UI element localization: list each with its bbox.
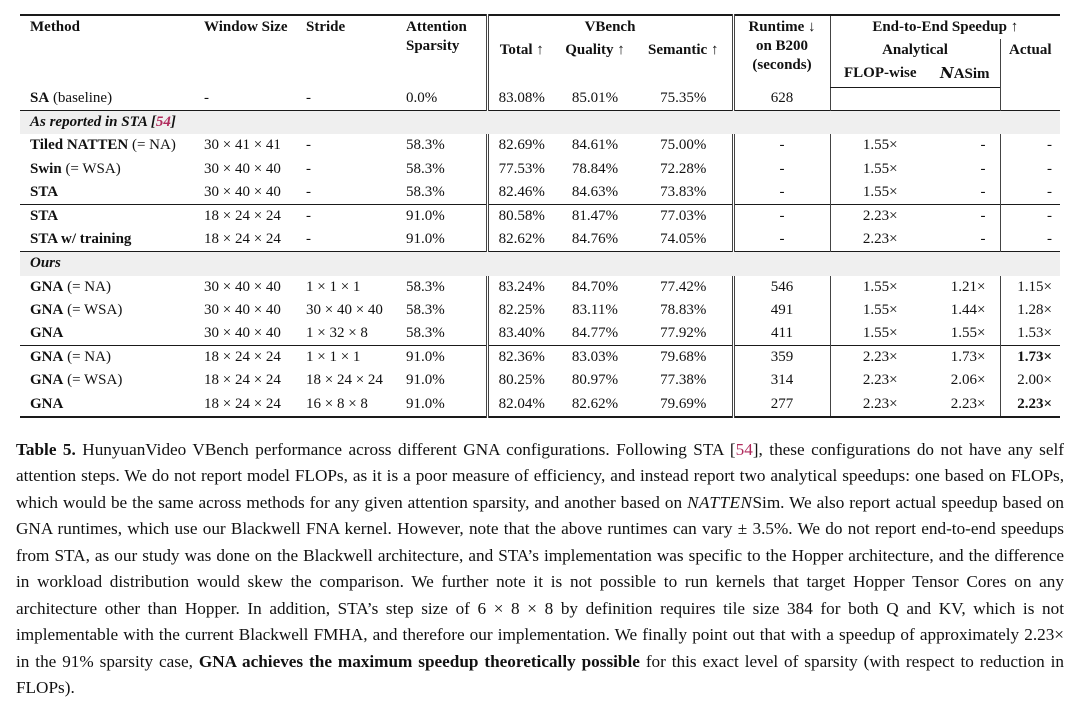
cell-runtime: 628 bbox=[733, 87, 830, 111]
caption-segment: HunyuanVideo VBench performance across different GNA configurations. Following STA [ bbox=[75, 439, 736, 459]
section-label-segment: As reported in STA [ bbox=[30, 114, 156, 131]
cell-quality: 84.70% bbox=[571, 278, 619, 295]
method-note: (= NA) bbox=[63, 349, 111, 366]
method-note: (= WSA) bbox=[63, 301, 123, 318]
cell-nasim: 1.73× bbox=[950, 349, 986, 366]
cell-actual: 2.23× bbox=[1000, 393, 1060, 417]
cell-quality: 84.76% bbox=[571, 231, 619, 248]
header-total: Total ↑ bbox=[487, 39, 555, 87]
cell-method bbox=[20, 322, 200, 346]
cell-runtime: - bbox=[733, 228, 830, 252]
cell-semantic: 78.83% bbox=[660, 301, 707, 318]
method-note: (= NA) bbox=[63, 278, 111, 295]
cell-window: 30 × 40 × 40 bbox=[204, 324, 281, 341]
cell-window: 18 × 24 × 24 bbox=[204, 372, 281, 389]
cell-stride: 1 × 1 × 1 bbox=[306, 349, 361, 366]
section-header-label bbox=[20, 111, 1060, 135]
method-name: GNA bbox=[30, 278, 64, 295]
method-name: GNA bbox=[30, 349, 64, 366]
cell-actual: 2.00× bbox=[1000, 369, 1060, 392]
caption-segment: 54 bbox=[735, 439, 753, 459]
method-note: (= WSA) bbox=[63, 372, 123, 389]
cell-window: 30 × 41 × 41 bbox=[204, 137, 281, 154]
caption-segment: NATTEN bbox=[687, 492, 753, 512]
cell-actual: - bbox=[1000, 205, 1060, 229]
cell-actual: 1.73× bbox=[1000, 346, 1060, 370]
cell-window: 18 × 24 × 24 bbox=[204, 231, 281, 248]
cell-method bbox=[20, 228, 200, 252]
cell-sparsity: 58.3% bbox=[406, 278, 445, 295]
header-speedup-group: End-to-End Speedup ↑ bbox=[830, 15, 1060, 39]
cell-semantic: 72.28% bbox=[660, 160, 707, 177]
cell-runtime: - bbox=[733, 205, 830, 229]
section-header-row bbox=[20, 252, 1060, 276]
method-name: STA bbox=[30, 183, 59, 200]
cell-method bbox=[20, 205, 200, 229]
section-header-label bbox=[20, 252, 1060, 276]
cell-total: 83.24% bbox=[487, 276, 555, 299]
cell-stride: - bbox=[306, 137, 311, 154]
cell-semantic: 75.35% bbox=[660, 90, 707, 107]
header-quality: Quality ↑ bbox=[565, 42, 625, 59]
cell-window: 18 × 24 × 24 bbox=[204, 349, 281, 366]
cell-quality: 80.97% bbox=[571, 372, 619, 389]
cell-nasim: 1.55× bbox=[950, 324, 986, 341]
cell-quality: 84.77% bbox=[571, 324, 619, 341]
table-row bbox=[20, 299, 1060, 322]
header-stride: Stride bbox=[306, 19, 346, 35]
cell-flop: 1.55× bbox=[830, 322, 930, 346]
cell-semantic: 77.38% bbox=[660, 372, 707, 389]
cell-semantic: 77.03% bbox=[660, 208, 707, 224]
method-name: SA bbox=[30, 90, 50, 107]
cell-stride: - bbox=[306, 160, 311, 177]
cell-flop: 1.55× bbox=[830, 299, 930, 322]
section-label-segment: ] bbox=[170, 114, 176, 131]
cell-method bbox=[20, 369, 200, 392]
cell-window: 18 × 24 × 24 bbox=[204, 395, 281, 412]
cell-sparsity: 91.0% bbox=[406, 349, 445, 366]
cell-flop: 2.23× bbox=[830, 369, 930, 392]
header-runtime-line2: on B200 bbox=[755, 38, 809, 55]
cell-sparsity: 91.0% bbox=[406, 231, 445, 248]
header-vbench-group: VBench bbox=[487, 15, 733, 39]
cell-total: 80.58% bbox=[487, 205, 555, 229]
cell-nasim: - bbox=[980, 137, 986, 154]
cell-nasim: - bbox=[980, 208, 986, 224]
cell-actual: - bbox=[1000, 158, 1060, 181]
cell-nasim: 2.06× bbox=[950, 372, 986, 389]
header-nasim bbox=[930, 62, 1000, 87]
cell-nasim: - bbox=[980, 183, 986, 200]
method-note: (= NA) bbox=[128, 137, 176, 154]
cell-runtime: - bbox=[733, 181, 830, 205]
cell-flop: 1.55× bbox=[830, 276, 930, 299]
cell-semantic: 77.92% bbox=[660, 324, 707, 341]
cell-sparsity: 58.3% bbox=[406, 183, 445, 200]
cell-method bbox=[20, 346, 200, 370]
cell-flop: 1.55× bbox=[830, 158, 930, 181]
cell-semantic: 74.05% bbox=[660, 231, 707, 248]
table-row bbox=[20, 276, 1060, 299]
cell-window: 30 × 40 × 40 bbox=[204, 301, 281, 318]
method-name: Swin bbox=[30, 160, 62, 177]
cell-nasim: 1.44× bbox=[950, 301, 986, 318]
cell-method bbox=[20, 134, 200, 157]
header-runtime-line1: Runtime ↓ bbox=[748, 19, 816, 35]
cell-actual bbox=[1000, 87, 1060, 111]
cell-stride: - bbox=[306, 208, 311, 224]
cell-actual: - bbox=[1000, 181, 1060, 205]
cell-stride: - bbox=[306, 90, 311, 107]
cell-runtime: 546 bbox=[733, 276, 830, 299]
cell-flop: 2.23× bbox=[830, 393, 930, 417]
cell-window: 30 × 40 × 40 bbox=[204, 160, 281, 177]
cell-quality: 83.03% bbox=[571, 349, 619, 366]
cell-flop: 1.55× bbox=[830, 134, 930, 157]
table-row bbox=[20, 87, 1060, 111]
cell-nasim bbox=[930, 87, 1000, 111]
cell-actual: 1.15× bbox=[1000, 276, 1060, 299]
header-nasim-suffix: ASim bbox=[953, 66, 990, 83]
cell-flop bbox=[830, 87, 930, 111]
method-name: STA bbox=[30, 208, 59, 224]
section-label-segment: 54 bbox=[155, 114, 171, 131]
cell-method bbox=[20, 158, 200, 181]
cell-total: 82.04% bbox=[487, 393, 555, 417]
header-actual: Actual bbox=[1000, 39, 1060, 87]
cell-window: 30 × 40 × 40 bbox=[204, 183, 281, 200]
cell-sparsity: 91.0% bbox=[406, 372, 445, 389]
table-row bbox=[20, 134, 1060, 157]
cell-total: 83.08% bbox=[487, 87, 555, 111]
cell-nasim: - bbox=[980, 231, 986, 248]
cell-runtime: 411 bbox=[733, 322, 830, 346]
cell-window: - bbox=[204, 90, 209, 107]
cell-semantic: 75.00% bbox=[660, 137, 707, 154]
cell-runtime: 359 bbox=[733, 346, 830, 370]
method-name: STA w/ training bbox=[30, 231, 132, 248]
cell-total: 82.69% bbox=[487, 134, 555, 157]
caption-segment: Sim. We also report actual speedup based on GNA runtimes, which use our Blackwell FNA kernel. However, note that the above runtimes can vary ± 3.5%. We do not report end-to-end speedups from STA, as our study was done on the Blackwell architecture, and STA’s implementation was specific to the Hopper architecture, and the difference in workload distribution would skew the comparison. We further note it is not possible to run kernels that target Hopper Tensor Cores on any architecture other than Hopper. In addition, STA’s step size of 6 × 8 × 8 by definition requires tile size 384 for both Q and KV, which is not implementable with the current Blackwell FMHA, and therefore our implementation. We finally point out that with a speedup of approximately 2.23× in the 91% sparsity case, bbox=[16, 492, 1064, 671]
table-row bbox=[20, 346, 1060, 370]
cell-total: 80.25% bbox=[487, 369, 555, 392]
table-row bbox=[20, 322, 1060, 346]
cell-semantic: 77.42% bbox=[660, 278, 707, 295]
cell-nasim: - bbox=[980, 160, 986, 177]
cell-actual: 1.53× bbox=[1000, 322, 1060, 346]
header-semantic: Semantic ↑ bbox=[648, 42, 719, 59]
cell-semantic: 79.68% bbox=[660, 349, 707, 366]
cell-sparsity: 0.0% bbox=[406, 90, 438, 107]
cell-sparsity: 58.3% bbox=[406, 160, 445, 177]
cell-flop: 2.23× bbox=[830, 228, 930, 252]
section-header-row bbox=[20, 111, 1060, 135]
cell-sparsity: 58.3% bbox=[406, 324, 445, 341]
table-row bbox=[20, 393, 1060, 417]
cell-quality: 84.63% bbox=[571, 183, 619, 200]
cell-runtime: 314 bbox=[733, 369, 830, 392]
cell-nasim: 1.21× bbox=[950, 278, 986, 295]
cell-total: 77.53% bbox=[487, 158, 555, 181]
caption-segment: GNA achieves the maximum speedup theoretically possible bbox=[198, 651, 640, 671]
cell-semantic: 79.69% bbox=[660, 395, 707, 412]
cell-stride: 16 × 8 × 8 bbox=[306, 395, 368, 412]
cell-quality: 83.11% bbox=[572, 301, 618, 318]
header-analytical-group: Analytical bbox=[830, 39, 1000, 62]
cell-total: 82.46% bbox=[487, 181, 555, 205]
cell-total: 83.40% bbox=[487, 322, 555, 346]
caption-segment: for this exact level of sparsity (with respect to reduction in FLOPs). bbox=[16, 651, 1064, 698]
table-caption bbox=[16, 437, 1064, 702]
table-header bbox=[20, 15, 1060, 87]
cell-window: 18 × 24 × 24 bbox=[204, 208, 281, 224]
cell-quality: 81.47% bbox=[571, 208, 619, 224]
cell-semantic: 73.83% bbox=[660, 183, 707, 200]
cell-runtime: - bbox=[733, 134, 830, 157]
cell-actual: 1.28× bbox=[1000, 299, 1060, 322]
cell-flop: 2.23× bbox=[830, 346, 930, 370]
table-row bbox=[20, 181, 1060, 205]
caption-segment: Table 5. bbox=[16, 439, 76, 459]
cell-stride: - bbox=[306, 183, 311, 200]
cell-stride: 1 × 32 × 8 bbox=[306, 324, 368, 341]
cell-quality: 78.84% bbox=[571, 160, 619, 177]
cell-runtime: 491 bbox=[733, 299, 830, 322]
cell-method bbox=[20, 276, 200, 299]
method-name: GNA bbox=[30, 372, 64, 389]
method-name: GNA bbox=[30, 395, 64, 412]
cell-stride: 30 × 40 × 40 bbox=[306, 301, 383, 318]
cell-method bbox=[20, 181, 200, 205]
cell-total: 82.36% bbox=[487, 346, 555, 370]
cell-stride: 1 × 1 × 1 bbox=[306, 278, 361, 295]
method-name: Tiled NATTEN bbox=[30, 137, 129, 154]
section-label-segment: Ours bbox=[30, 255, 61, 272]
header-nasim-script-n: N bbox=[939, 64, 954, 83]
cell-flop: 1.55× bbox=[830, 181, 930, 205]
table-body bbox=[20, 87, 1060, 417]
cell-total: 82.62% bbox=[487, 228, 555, 252]
cell-sparsity: 91.0% bbox=[406, 208, 445, 224]
results-table bbox=[20, 14, 1060, 418]
cell-window: 30 × 40 × 40 bbox=[204, 278, 281, 295]
cell-actual: - bbox=[1000, 134, 1060, 157]
header-flop-wise: FLOP-wise bbox=[830, 62, 930, 87]
table-row bbox=[20, 369, 1060, 392]
cell-method bbox=[20, 299, 200, 322]
table-row bbox=[20, 205, 1060, 229]
cell-quality: 82.62% bbox=[571, 395, 619, 412]
table-row bbox=[20, 228, 1060, 252]
header-runtime-line3: (seconds) bbox=[752, 57, 812, 74]
cell-quality: 84.61% bbox=[571, 137, 619, 154]
header-window-size: Window Size bbox=[204, 19, 288, 35]
cell-sparsity: 91.0% bbox=[406, 395, 445, 412]
cell-method bbox=[20, 87, 200, 111]
header-attention-sparsity: Attention Sparsity bbox=[406, 19, 467, 55]
cell-total: 82.25% bbox=[487, 299, 555, 322]
header-runtime bbox=[733, 15, 830, 87]
cell-actual: - bbox=[1000, 228, 1060, 252]
header-method: Method bbox=[30, 19, 80, 35]
cell-flop: 2.23× bbox=[830, 205, 930, 229]
cell-sparsity: 58.3% bbox=[406, 301, 445, 318]
method-note: (baseline) bbox=[49, 90, 113, 107]
cell-runtime: 277 bbox=[733, 393, 830, 417]
table-row bbox=[20, 158, 1060, 181]
cell-nasim: 2.23× bbox=[950, 395, 986, 412]
method-name: GNA bbox=[30, 301, 64, 318]
cell-runtime: - bbox=[733, 158, 830, 181]
cell-stride: 18 × 24 × 24 bbox=[306, 372, 383, 389]
caption-segment: ], these configurations do not have any self attention steps. We do not report model FLOPs, as it is a poor measure of efficiency, and instead report two analytical speedups: one based on FLOPs, which would be the same across methods for any given attention sparsity, and another based on bbox=[16, 439, 1064, 512]
method-name: GNA bbox=[30, 324, 64, 341]
cell-sparsity: 58.3% bbox=[406, 137, 445, 154]
method-note: (= WSA) bbox=[61, 160, 121, 177]
cell-quality: 85.01% bbox=[571, 90, 619, 107]
cell-stride: - bbox=[306, 231, 311, 248]
cell-method bbox=[20, 393, 200, 417]
